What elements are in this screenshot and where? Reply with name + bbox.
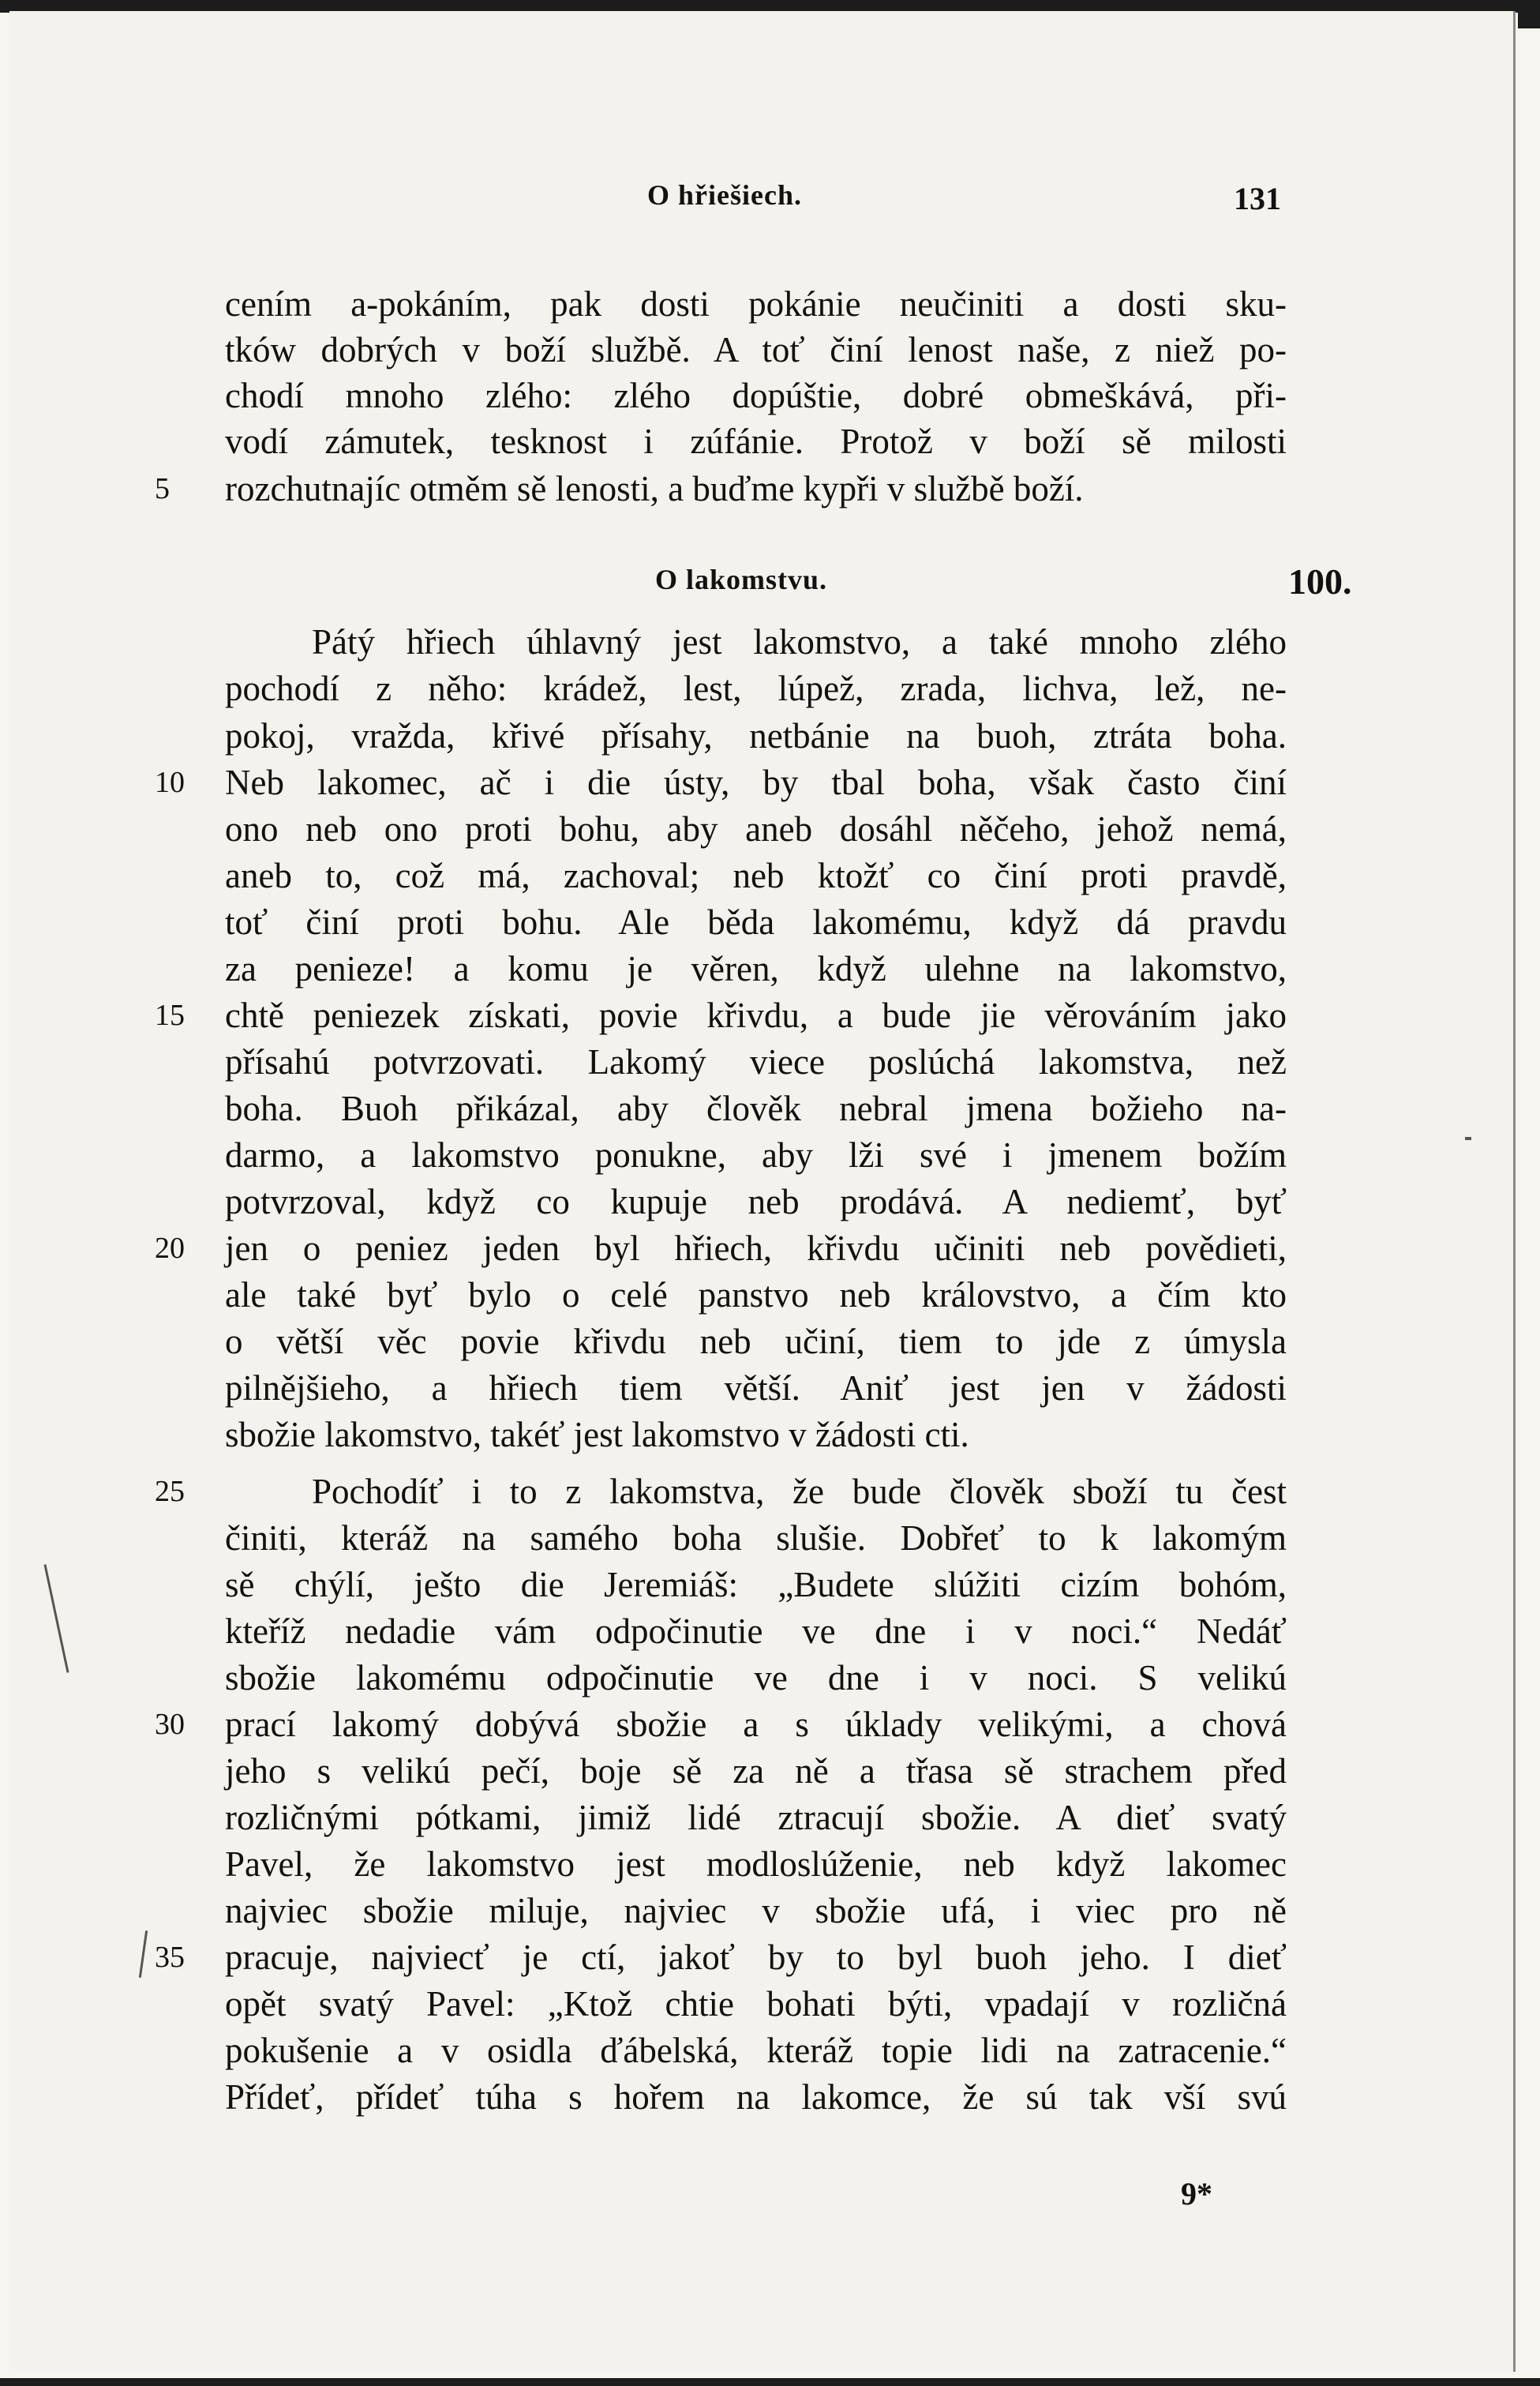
text-line: sě chýlí, ješto die Jeremiáš: „Budete slúžiti cizím bohóm,: [225, 1565, 1287, 1604]
text-line: darmo, a lakomstvo ponukne, aby lži své i jmenem božím: [225, 1135, 1287, 1175]
text-line: činiti, kteráž na samého boha slušie. Dobřeť to k lakomým: [225, 1518, 1287, 1558]
running-title: O hřiešiech.: [647, 179, 802, 211]
text-line: chtě peniezek získati, povie křivdu, a bude jie věrováním jako: [225, 996, 1287, 1035]
text-line: o větší věc povie křivdu neb učiní, tiem to jde z úmysla: [225, 1322, 1287, 1361]
text-line: pochodí z něho: krádež, lest, lúpež, zrada, lichva, lež, ne-: [225, 669, 1287, 708]
text-line: Pátý hřiech úhlavný jest lakomstvo, a také mnoho zlého: [312, 622, 1287, 662]
section-heading: O lakomstvu.: [655, 564, 828, 595]
signature-mark: 9*: [1181, 2176, 1212, 2212]
text-line: sbožie lakomstvo, takéť jest lakomstvo v žádosti cti.: [225, 1415, 969, 1454]
text-line: jen o peniez jeden byl hřiech, křivdu učiniti neb povědieti,: [225, 1229, 1287, 1268]
line-number: 20: [155, 1232, 185, 1265]
line-number: 35: [155, 1941, 185, 1974]
text-line: aneb to, což má, zachoval; neb ktožť co činí proti pravdě,: [225, 856, 1287, 895]
text-line: pokoj, vražda, křivé přísahy, netbánie na buoh, ztráta boha.: [225, 716, 1287, 756]
text-line: pokušenie a v osidla ďábelská, kteráž topie lidi na zatracenie.“: [225, 2031, 1287, 2070]
text-line: kteříž nedadie vám odpočinutie ve dne i v noci.“ Nedáť: [225, 1611, 1287, 1651]
text-line: toť činí proti bohu. Ale běda lakomému, když dá pravdu: [225, 902, 1287, 942]
text-line: prací lakomý dobývá sbožie a s úklady velikými, a chová: [225, 1705, 1287, 1744]
text-line: chodí mnoho zlého: zlého dopúštie, dobré obmeškává, při-: [225, 376, 1287, 415]
text-line: potvrzoval, když co kupuje neb prodává. A nediemť, byť: [225, 1182, 1287, 1221]
text-line: přísahú potvrzovati. Lakomý viece poslúchá lakomstva, než: [225, 1042, 1287, 1082]
line-number: 10: [155, 766, 185, 799]
text-line: za penieze! a komu je věren, když ulehne na lakomstvo,: [225, 949, 1287, 989]
text-line: ale také byť bylo o celé panstvo neb královstvo, a čím kto: [225, 1275, 1287, 1315]
text-line: Neb lakomec, ač i die ústy, by tbal boha, však často činí: [225, 763, 1287, 802]
text-line: pilnějšieho, a hřiech tiem větší. Aniť jest jen v žádosti: [225, 1368, 1287, 1408]
page-number: 131: [1234, 181, 1281, 216]
text-line: sbožie lakomému odpočinutie ve dne i v noci. S velikú: [225, 1658, 1287, 1698]
line-number: 25: [155, 1475, 185, 1508]
text-line: Přídeť, přídeť túha s hořem na lakomce, že sú tak vší svú: [225, 2077, 1287, 2117]
text-line: tków dobrých v boží službě. A toť činí lenost naše, z niež po-: [225, 330, 1287, 370]
text-line: rozchutnajíc otměm sě lenosti, a buďme kypři v službě boží.: [225, 469, 1084, 508]
text-line: jeho s velikú pečí, boje sě za ně a třasa sě strachem před: [225, 1751, 1287, 1791]
text-line: rozličnými pótkami, jimiž lidé ztracují sbožie. A dieť svatý: [225, 1798, 1287, 1837]
line-number: 30: [155, 1708, 185, 1741]
scan-artifact: [1465, 1137, 1471, 1140]
text-line: najviec sbožie miluje, najviec v sbožie ufá, i viec pro ně: [225, 1891, 1287, 1930]
text-line: vodí zámutek, tesknost i zúfánie. Protož v boží sě milosti: [225, 422, 1287, 461]
text-line: ono neb ono proti bohu, aby aneb dosáhl něčeho, jehož nemá,: [225, 809, 1287, 849]
text-line: opět svatý Pavel: „Ktož chtie bohati býti, vpadají v rozličná: [225, 1984, 1287, 2024]
margin-section-number: 100.: [1288, 561, 1352, 602]
text-line: pracuje, najviecť je ctí, jakoť by to byl buoh jeho. I dieť: [225, 1938, 1287, 1977]
text-line: Pochodíť i to z lakomstva, že bude člověk sboží tu čest: [312, 1472, 1287, 1511]
text-line: cením a-pokáním, pak dosti pokánie neučiniti a dosti sku-: [225, 284, 1287, 324]
text-line: Pavel, že lakomstvo jest modloslúženie, neb když lakomec: [225, 1844, 1287, 1884]
line-number: 5: [155, 472, 170, 505]
text-line: boha. Buoh přikázal, aby člověk nebral jmena božieho na-: [225, 1089, 1287, 1128]
scan-border-bottom: [0, 2378, 1540, 2386]
line-number: 15: [155, 999, 185, 1032]
